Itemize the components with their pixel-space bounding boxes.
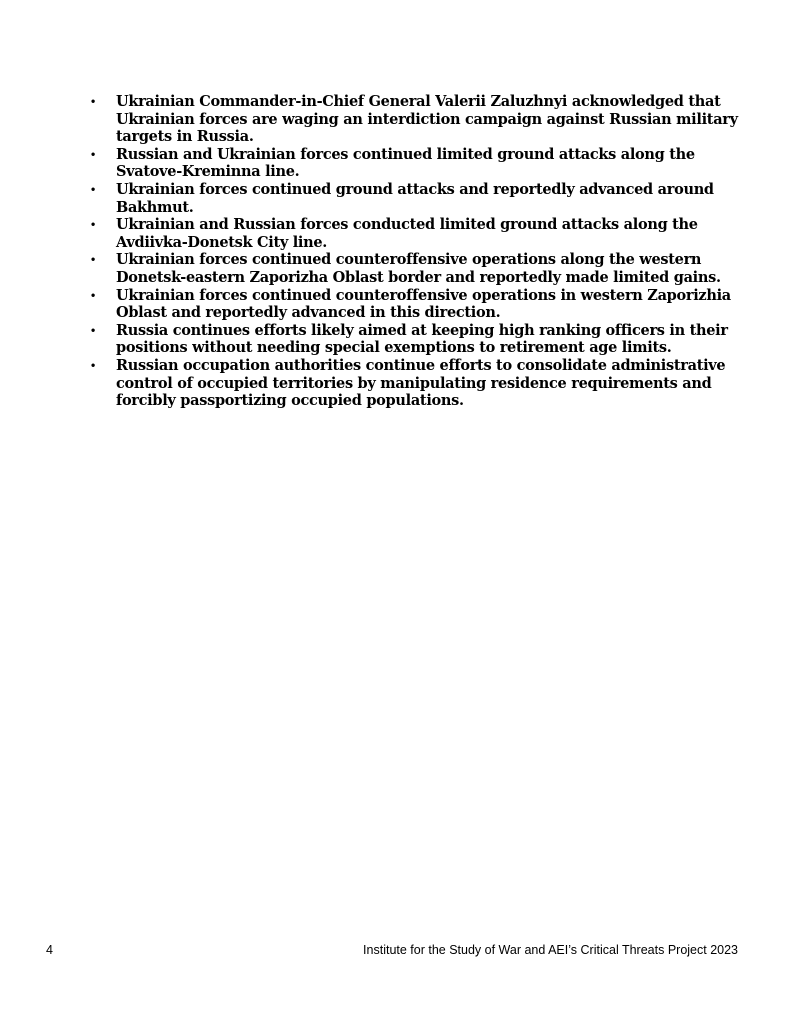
list-item [86,93,751,146]
bullet-icon: • [91,94,95,108]
list-item [86,287,751,322]
list-item-text: Ukrainian and Russian forces conducted limited ground attacks along the Avdiivka-Donetsk City line. [116,216,698,251]
page-number: 4 [46,943,53,957]
page-footer [46,943,738,961]
list-item [86,216,751,251]
list-item [86,181,751,216]
bullet-icon: • [91,146,95,161]
bullet-icon: • [91,217,95,232]
list-item [86,322,751,357]
bullet-icon: • [91,322,95,337]
bullet-icon: • [91,357,95,372]
key-takeaways-list [86,93,751,410]
list-item [86,146,751,181]
list-item-text: Ukrainian forces continued counteroffensive operations in western Zaporizhia Oblast and reportedly advanced in this direction. [116,286,731,322]
list-item [86,357,751,410]
list-item-text: Russia continues efforts likely aimed at keeping high ranking officers in their positions without needing special exemptions to retirement age limits. [116,321,728,357]
bullet-icon: • [91,252,95,267]
list-item-text: Ukrainian Commander-in-Chief General Valerii Zaluzhnyi acknowledged that Ukrainian forces are waging an interdiction campaign against Russian military targets in Russia. [116,93,738,146]
list-item-text: Ukrainian forces continued ground attacks and reportedly advanced around Bakhmut. [116,180,714,216]
list-item-text: Russian occupation authorities continue efforts to consolidate administrative control of occupied territories by manipulating residence requirements and forcibly passportizing occupied populations. [116,356,726,410]
list-item-text: Russian and Ukrainian forces continued limited ground attacks along the Svatove-Kreminna line. [116,145,695,181]
bullet-icon: • [91,181,95,196]
list-item-text: Ukrainian forces continued counteroffensive operations along the western Donetsk-eastern Zaporizha Oblast border and reportedly made limited gains. [116,251,721,286]
bullet-icon: • [91,287,95,302]
list-item [86,251,751,286]
footer-credit: Institute for the Study of War and AEI’s Critical Threats Project 2023 [363,943,738,957]
